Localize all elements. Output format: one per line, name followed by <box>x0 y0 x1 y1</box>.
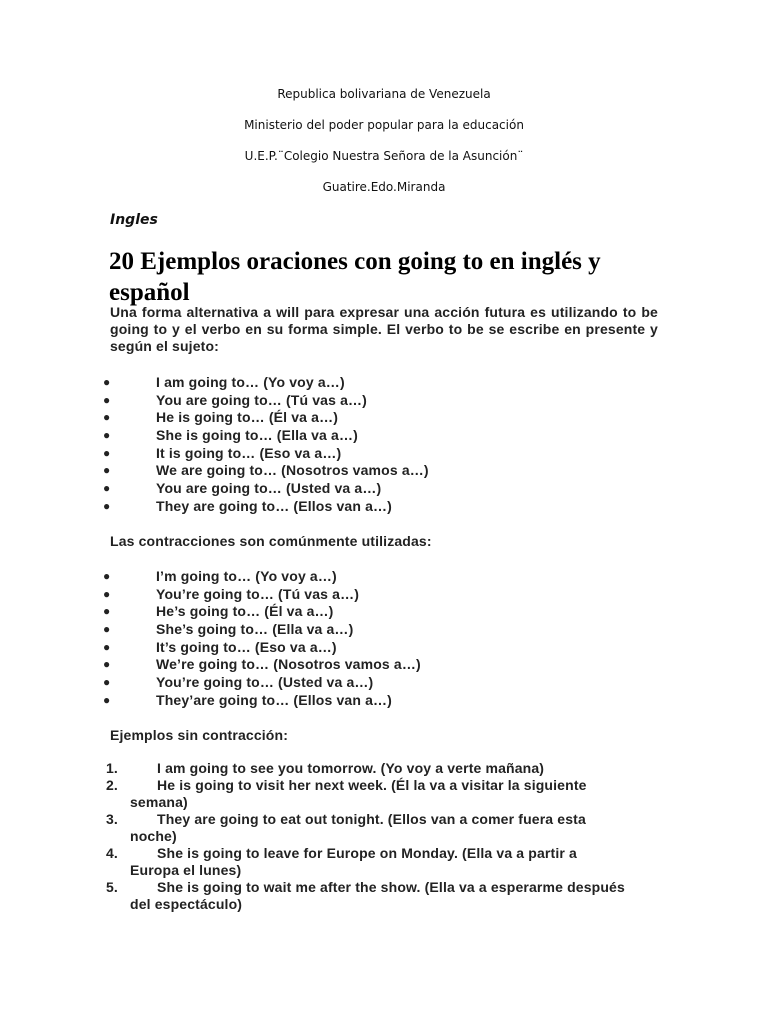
list-item <box>0 603 768 621</box>
example-number: 2. <box>106 777 118 793</box>
bullet-icon: ● <box>103 428 111 443</box>
list-item <box>0 445 768 463</box>
contractions-label: Las contracciones son comúnmente utilizadas: <box>110 533 432 549</box>
example-item <box>0 879 768 913</box>
header-location: Guatire.Edo.Miranda <box>322 180 446 194</box>
list-item-text: He’s going to… (Él va a…) <box>156 603 334 620</box>
list-item <box>0 639 768 657</box>
example-number: 5. <box>106 879 118 895</box>
example-number: 4. <box>106 845 118 861</box>
bullet-icon: ● <box>103 569 111 583</box>
contractions-list <box>0 568 768 710</box>
list-item <box>0 480 768 498</box>
list-item <box>0 498 768 516</box>
list-item <box>0 462 768 480</box>
list-item-text: They’are going to… (Ellos van a…) <box>156 691 392 708</box>
list-item <box>0 621 768 639</box>
bullet-icon: ● <box>103 410 111 425</box>
list-item-text: She’s going to… (Ella va a…) <box>156 621 354 638</box>
example-text: She is going to leave for Europe on Monday. (Ella va a partir a Europa el lunes) <box>130 845 577 878</box>
list-item-text: You are going to… (Tú vas a…) <box>156 391 367 408</box>
subject-list <box>0 374 768 516</box>
bullet-icon: ● <box>103 692 111 707</box>
page-title: 20 Ejemplos oraciones con going to en inglés y español <box>109 248 601 306</box>
list-item-text: She is going to… (Ella va a…) <box>156 427 358 444</box>
list-item-text: You’re going to… (Usted va a…) <box>156 674 374 691</box>
examples-list <box>0 760 768 913</box>
bullet-icon: ● <box>103 498 111 513</box>
header-ministry: Ministerio del poder popular para la educación <box>244 118 524 132</box>
bullet-icon: ● <box>103 392 111 407</box>
list-item <box>0 409 768 427</box>
example-text: I am going to see you tomorrow. (Yo voy a verte mañana) <box>157 760 545 776</box>
subject-label: Ingles <box>110 212 158 228</box>
bullet-icon: ● <box>103 639 111 654</box>
list-item <box>0 568 768 586</box>
list-item <box>0 692 768 710</box>
bullet-icon: ● <box>103 463 111 478</box>
bullet-icon: ● <box>103 657 111 672</box>
list-item <box>0 656 768 674</box>
list-item <box>0 374 768 392</box>
bullet-icon: ● <box>103 586 111 601</box>
list-item-text: It’s going to… (Eso va a…) <box>156 638 337 655</box>
list-item-text: We’re going to… (Nosotros vamos a…) <box>156 656 421 673</box>
list-item <box>0 674 768 692</box>
list-item <box>0 427 768 445</box>
bullet-icon: ● <box>103 675 111 690</box>
example-text: They are going to eat out tonight. (Ellos van a comer fuera esta noche) <box>130 811 586 844</box>
list-item-text: I’m going to… (Yo voy a…) <box>156 568 337 584</box>
example-item <box>0 760 768 777</box>
header-country: Republica bolivariana de Venezuela <box>277 87 491 101</box>
bullet-icon: ● <box>103 481 111 496</box>
example-number: 1. <box>106 760 118 776</box>
bullet-icon: ● <box>103 622 111 637</box>
list-item-text: It is going to… (Eso va a…) <box>156 444 342 461</box>
list-item-text: We are going to… (Nosotros vamos a…) <box>156 462 429 479</box>
list-item-text: I am going to… (Yo voy a…) <box>156 374 345 390</box>
example-item <box>0 845 768 879</box>
list-item <box>0 392 768 410</box>
example-number: 3. <box>106 811 118 827</box>
intro-paragraph: Una forma alternativa a will para expresar una acción futura es utilizando to be going to y el verbo en su forma simple. El verbo to be se escribe en presente y según el sujeto: <box>110 304 658 354</box>
header-school: U.E.P.¨Colegio Nuestra Señora de la Asunción¨ <box>244 149 524 163</box>
example-item <box>0 811 768 845</box>
examples-label: Ejemplos sin contracción: <box>110 727 289 743</box>
list-item-text: You’re going to… (Tú vas a…) <box>156 585 360 602</box>
list-item-text: They are going to… (Ellos van a…) <box>156 497 392 514</box>
bullet-icon: ● <box>103 375 111 389</box>
example-text: She is going to wait me after the show. (Ella va a esperarme después del espectáculo) <box>130 879 625 912</box>
list-item <box>0 586 768 604</box>
bullet-icon: ● <box>103 604 111 619</box>
example-item <box>0 777 768 811</box>
bullet-icon: ● <box>103 445 111 460</box>
example-text: He is going to visit her next week. (Él la va a visitar la siguiente semana) <box>130 777 587 810</box>
list-item-text: You are going to… (Usted va a…) <box>156 480 382 497</box>
list-item-text: He is going to… (Él va a…) <box>156 409 339 426</box>
